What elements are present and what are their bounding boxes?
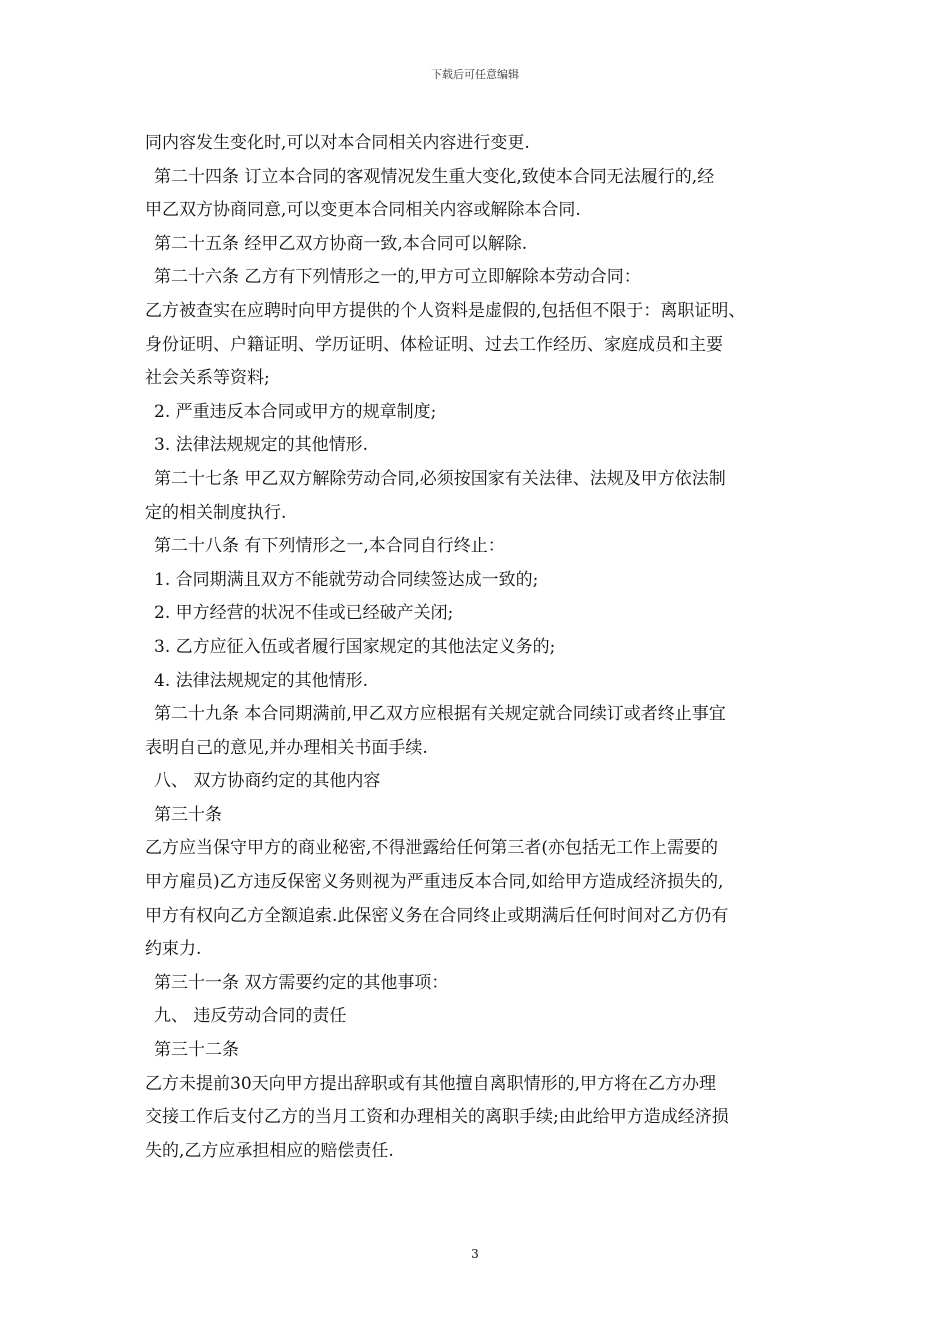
document-body: [145, 127, 835, 1168]
text-line: 第二十八条 有下列情形之一,本合同自行终止：: [154, 536, 505, 557]
text-line: 1. 合同期满且双方不能就劳动合同续签达成一致的;: [154, 569, 539, 590]
text-line: 九、 违反劳动合同的责任: [154, 1006, 347, 1027]
text-line: 3. 法律法规规定的其他情形.: [154, 435, 369, 456]
text-line: 乙方应当保守甲方的商业秘密,不得泄露给任何第三者(亦包括无工作上需要的: [145, 838, 719, 859]
text-line: 表明自己的意见,并办理相关书面手续.: [145, 737, 428, 758]
text-line: 第二十四条 订立本合同的客观情况发生重大变化,致使本合同无法履行的,经: [154, 166, 715, 187]
text-line: 2. 甲方经营的状况不佳或已经破产关闭;: [154, 603, 454, 624]
text-line: 乙方被查实在应聘时向甲方提供的个人资料是虚假的,包括但不限于：离职证明、: [145, 300, 746, 321]
page-header: 下载后可任意编辑: [431, 68, 519, 81]
text-line: 第三十条: [154, 804, 222, 825]
text-line: 3. 乙方应征入伍或者履行国家规定的其他法定义务的;: [154, 636, 556, 657]
text-line: 第三十一条 双方需要约定的其他事项：: [154, 972, 449, 993]
text-line: 甲方雇员)乙方违反保密义务则视为严重违反本合同,如给甲方造成经济损失的,: [145, 872, 724, 893]
text-line: 同内容发生变化时,可以对本合同相关内容进行变更.: [145, 133, 530, 153]
text-line: 八、 双方协商约定的其他内容: [154, 771, 381, 792]
text-line: 约束力.: [145, 939, 202, 960]
text-line: 第二十六条 乙方有下列情形之一的,甲方可立即解除本劳动合同：: [154, 267, 641, 288]
page-number: 3: [471, 1247, 479, 1261]
text-line: 2. 严重违反本合同或甲方的规章制度;: [154, 401, 437, 422]
text-line: 社会关系等资料;: [145, 368, 270, 389]
text-line: 甲方有权向乙方全额追索.此保密义务在合同终止或期满后任何时间对乙方仍有: [145, 905, 729, 926]
text-line: 失的,乙方应承担相应的赔偿责任.: [145, 1140, 394, 1161]
text-line: 4. 法律法规规定的其他情形.: [154, 670, 369, 691]
text-line: 定的相关制度执行.: [145, 502, 287, 523]
text-line: 交接工作后支付乙方的当月工资和办理相关的离职手续;由此给甲方造成经济损: [145, 1107, 729, 1128]
text-line: 甲乙双方协商同意,可以变更本合同相关内容或解除本合同.: [145, 200, 581, 221]
text-line: 第二十七条 甲乙双方解除劳动合同,必须按国家有关法律、法规及甲方依法制: [154, 468, 726, 489]
text-line: 第二十九条 本合同期满前,甲乙双方应根据有关规定就合同续订或者终止事宜: [154, 704, 726, 725]
text-line: 乙方未提前30天向甲方提出辞职或有其他擅自离职情形的,甲方将在乙方办理: [145, 1073, 717, 1094]
text-line: 第三十二条: [154, 1040, 239, 1061]
text-line: 第二十五条 经甲乙双方协商一致,本合同可以解除.: [154, 233, 528, 254]
text-line: 身份证明、户籍证明、学历证明、体检证明、过去工作经历、家庭成员和主要: [145, 334, 723, 355]
